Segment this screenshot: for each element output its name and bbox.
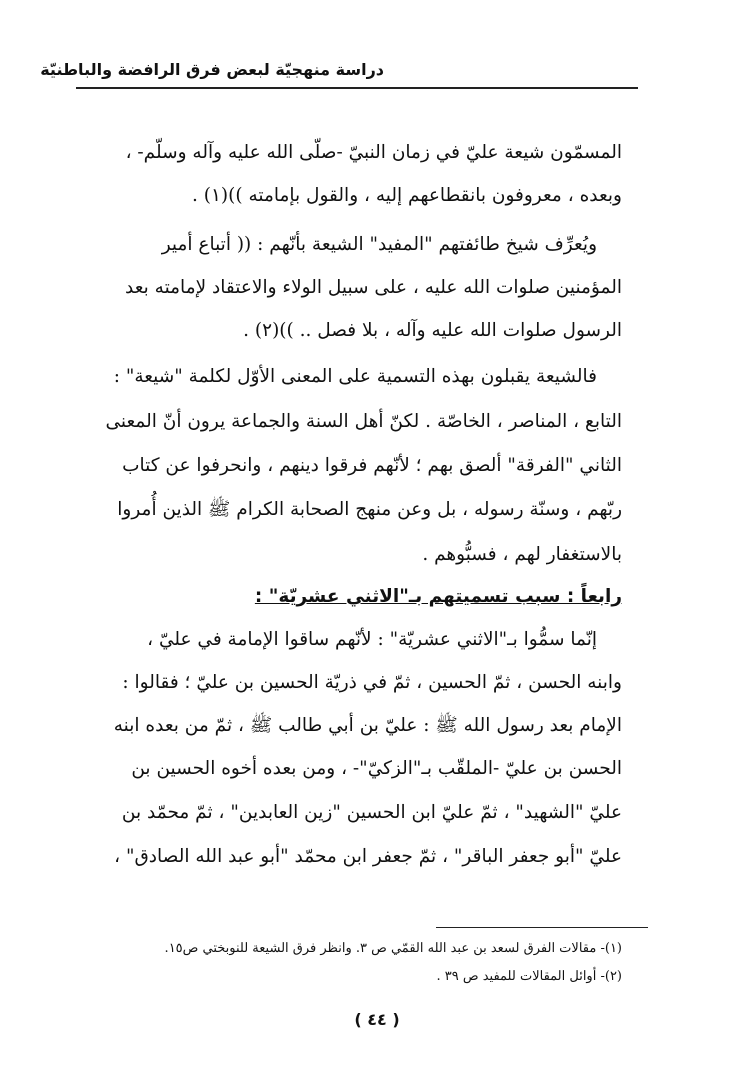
footnote: (١)- مقالات الفرق لسعد بن عبد الله القمّي ص ٣. وانظر فرق الشيعة للنوبختي ص١٥. <box>164 941 622 956</box>
body-line: الرسول صلوات الله عليه وآله ، بلا فصل .. ))(٢) . <box>243 320 622 341</box>
footnote: (٢)- أوائل المقالات للمفيد ص ٣٩ . <box>436 969 622 984</box>
page-number: ( ٤٤ ) <box>354 1010 400 1029</box>
body-line: عليّ "الشهيد" ، ثمّ عليّ ابن الحسين "زين العابدين" ، ثمّ محمّد بن <box>121 802 622 823</box>
body-line: وابنه الحسن ، ثمّ الحسين ، ثمّ في ذريّة الحسين بن عليّ ؛ فقالوا : <box>122 672 622 693</box>
body-line: فالشيعة يقبلون بهذه التسمية على المعنى الأوّل لكلمة "شيعة" : <box>113 366 597 387</box>
body-line: الثاني "الفرقة" ألصق بهم ؛ لأنّهم فرقوا دينهم ، وانحرفوا عن كتاب <box>122 455 622 476</box>
body-line: التابع ، المناصر ، الخاصّة . لكنّ أهل السنة والجماعة يرون أنّ المعنى <box>105 411 622 432</box>
footnote-rule <box>436 927 648 928</box>
body-line: الحسن بن عليّ -الملقّب بـ"الزكيّ"- ، ومن بعده أخوه الحسين بن <box>131 758 622 779</box>
body-line: المؤمنين صلوات الله عليه ، على سبيل الولاء والاعتقاد لإمامته بعد <box>124 277 622 298</box>
body-line: وبعده ، معروفون بانقطاعهم إليه ، والقول بإمامته ))(١) . <box>191 185 622 206</box>
body-line: بالاستغفار لهم ، فسبُّوهم . <box>422 544 622 565</box>
body-line: ويُعرِّف شيخ طائفتهم "المفيد" الشيعة بأنّهم : (( أتباع أمير <box>161 234 597 255</box>
body-line: إنّما سمُّوا بـ"الاثني عشريّة" : لأنّهم ساقوا الإمامة في عليّ ، <box>147 629 597 650</box>
section-heading: رابعاً : سبب تسميتهم بـ"الاثني عشريّة" : <box>254 586 622 607</box>
body-line: الإمام بعد رسول الله ﷺ : عليّ بن أبي طالب ﷺ ، ثمّ من بعده ابنه <box>113 715 622 736</box>
body-line: عليّ "أبو جعفر الباقر" ، ثمّ جعفر ابن محمّد "أبو عبد الله الصادق" ، <box>114 846 622 867</box>
body-line: المسمّون شيعة عليّ في زمان النبيّ -صلّى الله عليه وآله وسلّم- ، <box>125 142 622 163</box>
body-line: ربّهم ، وسنّة رسوله ، بل وعن منهج الصحابة الكرام ﷺ الذين أُمروا <box>117 499 622 520</box>
header-rule <box>76 87 638 89</box>
running-header: دراسة منهجيّة لبعض فرق الرافضة والباطنيّة <box>40 60 384 79</box>
